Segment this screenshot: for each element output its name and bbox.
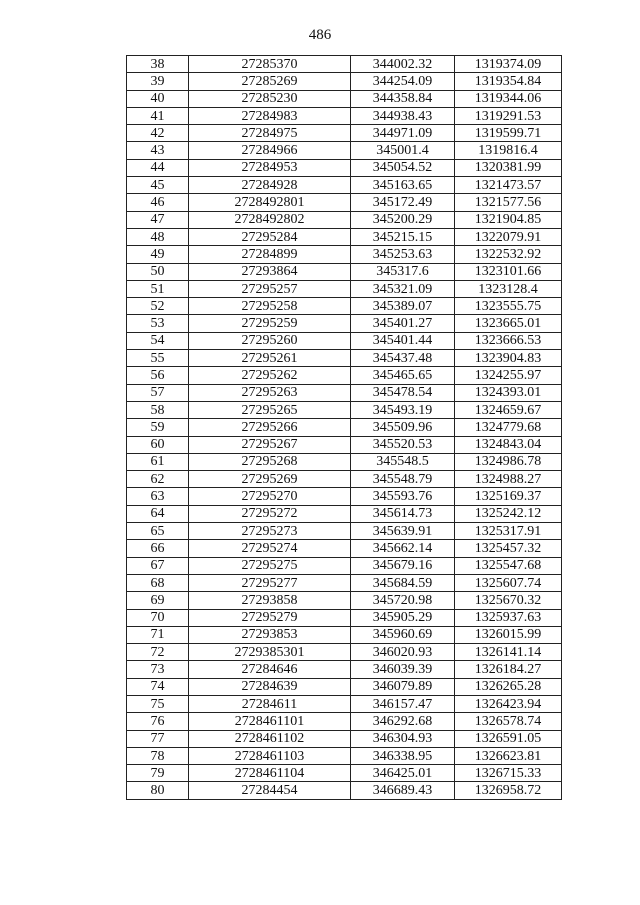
y-coordinate-cell: 1326591.05 — [455, 730, 562, 747]
point-code-cell: 27295273 — [189, 523, 351, 540]
y-coordinate-cell: 1324659.67 — [455, 401, 562, 418]
x-coordinate-cell: 346304.93 — [351, 730, 455, 747]
table-row — [127, 90, 562, 107]
x-coordinate-cell: 345317.6 — [351, 263, 455, 280]
y-coordinate-cell: 1321473.57 — [455, 177, 562, 194]
y-coordinate-cell: 1326265.28 — [455, 678, 562, 695]
table-row — [127, 159, 562, 176]
row-index-cell: 55 — [127, 350, 189, 367]
point-code-cell: 27295270 — [189, 488, 351, 505]
point-code-cell: 2728492802 — [189, 211, 351, 228]
point-code-cell: 27293858 — [189, 592, 351, 609]
row-index-cell: 58 — [127, 401, 189, 418]
table-row — [127, 401, 562, 418]
x-coordinate-cell: 345253.63 — [351, 246, 455, 263]
row-index-cell: 64 — [127, 505, 189, 522]
point-code-cell: 27293853 — [189, 626, 351, 643]
point-code-cell: 27295267 — [189, 436, 351, 453]
point-code-cell: 27284646 — [189, 661, 351, 678]
y-coordinate-cell: 1322079.91 — [455, 228, 562, 245]
y-coordinate-cell: 1325607.74 — [455, 574, 562, 591]
table-row — [127, 107, 562, 124]
table-row — [127, 263, 562, 280]
y-coordinate-cell: 1326141.14 — [455, 644, 562, 661]
point-code-cell: 27295263 — [189, 384, 351, 401]
row-index-cell: 60 — [127, 436, 189, 453]
row-index-cell: 68 — [127, 574, 189, 591]
row-index-cell: 61 — [127, 453, 189, 470]
table-row — [127, 747, 562, 764]
table-row — [127, 644, 562, 661]
table-row — [127, 246, 562, 263]
row-index-cell: 62 — [127, 471, 189, 488]
table-row — [127, 142, 562, 159]
point-code-cell: 27295266 — [189, 419, 351, 436]
row-index-cell: 52 — [127, 298, 189, 315]
y-coordinate-cell: 1326578.74 — [455, 713, 562, 730]
point-code-cell: 27284928 — [189, 177, 351, 194]
point-code-cell: 27295260 — [189, 332, 351, 349]
y-coordinate-cell: 1324255.97 — [455, 367, 562, 384]
x-coordinate-cell: 345548.79 — [351, 471, 455, 488]
table-row — [127, 332, 562, 349]
point-code-cell: 27284966 — [189, 142, 351, 159]
x-coordinate-cell: 346425.01 — [351, 765, 455, 782]
table-row — [127, 436, 562, 453]
y-coordinate-cell: 1322532.92 — [455, 246, 562, 263]
y-coordinate-cell: 1324393.01 — [455, 384, 562, 401]
y-coordinate-cell: 1321577.56 — [455, 194, 562, 211]
point-code-cell: 2728461103 — [189, 747, 351, 764]
point-code-cell: 27295274 — [189, 540, 351, 557]
x-coordinate-cell: 345905.29 — [351, 609, 455, 626]
x-coordinate-cell: 346292.68 — [351, 713, 455, 730]
row-index-cell: 79 — [127, 765, 189, 782]
point-code-cell: 27284983 — [189, 107, 351, 124]
x-coordinate-cell: 344358.84 — [351, 90, 455, 107]
table-row — [127, 488, 562, 505]
y-coordinate-cell: 1325937.63 — [455, 609, 562, 626]
x-coordinate-cell: 345960.69 — [351, 626, 455, 643]
row-index-cell: 47 — [127, 211, 189, 228]
point-code-cell: 2729385301 — [189, 644, 351, 661]
x-coordinate-cell: 345520.53 — [351, 436, 455, 453]
y-coordinate-cell: 1325242.12 — [455, 505, 562, 522]
x-coordinate-cell: 345662.14 — [351, 540, 455, 557]
row-index-cell: 49 — [127, 246, 189, 263]
table-row — [127, 695, 562, 712]
row-index-cell: 46 — [127, 194, 189, 211]
y-coordinate-cell: 1323666.53 — [455, 332, 562, 349]
x-coordinate-cell: 344971.09 — [351, 125, 455, 142]
table-row — [127, 367, 562, 384]
y-coordinate-cell: 1323555.75 — [455, 298, 562, 315]
x-coordinate-cell: 345548.5 — [351, 453, 455, 470]
point-code-cell: 2728492801 — [189, 194, 351, 211]
row-index-cell: 73 — [127, 661, 189, 678]
point-code-cell: 27284639 — [189, 678, 351, 695]
point-code-cell: 27285230 — [189, 90, 351, 107]
row-index-cell: 48 — [127, 228, 189, 245]
point-code-cell: 27284611 — [189, 695, 351, 712]
y-coordinate-cell: 1326015.99 — [455, 626, 562, 643]
y-coordinate-cell: 1324843.04 — [455, 436, 562, 453]
table-row — [127, 125, 562, 142]
table-row — [127, 574, 562, 591]
table-row — [127, 609, 562, 626]
y-coordinate-cell: 1319599.71 — [455, 125, 562, 142]
table-row — [127, 471, 562, 488]
x-coordinate-cell: 345054.52 — [351, 159, 455, 176]
row-index-cell: 42 — [127, 125, 189, 142]
point-code-cell: 27285269 — [189, 73, 351, 90]
point-code-cell: 27284953 — [189, 159, 351, 176]
y-coordinate-cell: 1324779.68 — [455, 419, 562, 436]
page-number: 486 — [308, 27, 332, 43]
x-coordinate-cell: 345465.65 — [351, 367, 455, 384]
coordinates-table-body — [127, 56, 562, 800]
x-coordinate-cell: 345389.07 — [351, 298, 455, 315]
row-index-cell: 77 — [127, 730, 189, 747]
x-coordinate-cell: 345163.65 — [351, 177, 455, 194]
table-row — [127, 782, 562, 799]
point-code-cell: 27295268 — [189, 453, 351, 470]
row-index-cell: 72 — [127, 644, 189, 661]
table-row — [127, 626, 562, 643]
x-coordinate-cell: 345639.91 — [351, 523, 455, 540]
x-coordinate-cell: 344002.32 — [351, 56, 455, 73]
y-coordinate-cell: 1326423.94 — [455, 695, 562, 712]
table-row — [127, 557, 562, 574]
point-code-cell: 27295259 — [189, 315, 351, 332]
x-coordinate-cell: 345401.27 — [351, 315, 455, 332]
point-code-cell: 27295275 — [189, 557, 351, 574]
point-code-cell: 27295279 — [189, 609, 351, 626]
table-row — [127, 592, 562, 609]
table-row — [127, 177, 562, 194]
table-row — [127, 419, 562, 436]
row-index-cell: 39 — [127, 73, 189, 90]
row-index-cell: 59 — [127, 419, 189, 436]
point-code-cell: 27295269 — [189, 471, 351, 488]
y-coordinate-cell: 1323101.66 — [455, 263, 562, 280]
point-code-cell: 27295265 — [189, 401, 351, 418]
row-index-cell: 69 — [127, 592, 189, 609]
x-coordinate-cell: 346338.95 — [351, 747, 455, 764]
x-coordinate-cell: 344938.43 — [351, 107, 455, 124]
point-code-cell: 2728461101 — [189, 713, 351, 730]
row-index-cell: 50 — [127, 263, 189, 280]
point-code-cell: 27285370 — [189, 56, 351, 73]
table-row — [127, 678, 562, 695]
point-code-cell: 2728461104 — [189, 765, 351, 782]
row-index-cell: 71 — [127, 626, 189, 643]
y-coordinate-cell: 1326715.33 — [455, 765, 562, 782]
table-row — [127, 384, 562, 401]
y-coordinate-cell: 1319354.84 — [455, 73, 562, 90]
x-coordinate-cell: 345437.48 — [351, 350, 455, 367]
x-coordinate-cell: 345200.29 — [351, 211, 455, 228]
x-coordinate-cell: 345720.98 — [351, 592, 455, 609]
y-coordinate-cell: 1325169.37 — [455, 488, 562, 505]
y-coordinate-cell: 1321904.85 — [455, 211, 562, 228]
row-index-cell: 80 — [127, 782, 189, 799]
x-coordinate-cell: 345478.54 — [351, 384, 455, 401]
table-row — [127, 661, 562, 678]
point-code-cell: 27295258 — [189, 298, 351, 315]
y-coordinate-cell: 1325670.32 — [455, 592, 562, 609]
table-row — [127, 453, 562, 470]
row-index-cell: 54 — [127, 332, 189, 349]
y-coordinate-cell: 1325547.68 — [455, 557, 562, 574]
point-code-cell: 27284899 — [189, 246, 351, 263]
table-row — [127, 523, 562, 540]
x-coordinate-cell: 345593.76 — [351, 488, 455, 505]
y-coordinate-cell: 1319816.4 — [455, 142, 562, 159]
x-coordinate-cell: 346039.39 — [351, 661, 455, 678]
row-index-cell: 78 — [127, 747, 189, 764]
y-coordinate-cell: 1319291.53 — [455, 107, 562, 124]
point-code-cell: 27284975 — [189, 125, 351, 142]
row-index-cell: 70 — [127, 609, 189, 626]
y-coordinate-cell: 1319374.09 — [455, 56, 562, 73]
row-index-cell: 56 — [127, 367, 189, 384]
row-index-cell: 38 — [127, 56, 189, 73]
x-coordinate-cell: 345215.15 — [351, 228, 455, 245]
table-row — [127, 315, 562, 332]
y-coordinate-cell: 1326184.27 — [455, 661, 562, 678]
table-row — [127, 211, 562, 228]
point-code-cell: 27295257 — [189, 280, 351, 297]
table-row — [127, 298, 562, 315]
y-coordinate-cell: 1323128.4 — [455, 280, 562, 297]
y-coordinate-cell: 1325317.91 — [455, 523, 562, 540]
table-row — [127, 540, 562, 557]
row-index-cell: 74 — [127, 678, 189, 695]
row-index-cell: 75 — [127, 695, 189, 712]
x-coordinate-cell: 346157.47 — [351, 695, 455, 712]
y-coordinate-cell: 1323904.83 — [455, 350, 562, 367]
row-index-cell: 43 — [127, 142, 189, 159]
table-row — [127, 730, 562, 747]
x-coordinate-cell: 345001.4 — [351, 142, 455, 159]
row-index-cell: 63 — [127, 488, 189, 505]
y-coordinate-cell: 1320381.99 — [455, 159, 562, 176]
table-row — [127, 73, 562, 90]
point-code-cell: 27295261 — [189, 350, 351, 367]
x-coordinate-cell: 345172.49 — [351, 194, 455, 211]
point-code-cell: 27295284 — [189, 228, 351, 245]
x-coordinate-cell: 345401.44 — [351, 332, 455, 349]
table-row — [127, 765, 562, 782]
point-code-cell: 2728461102 — [189, 730, 351, 747]
y-coordinate-cell: 1323665.01 — [455, 315, 562, 332]
x-coordinate-cell: 345614.73 — [351, 505, 455, 522]
y-coordinate-cell: 1326958.72 — [455, 782, 562, 799]
row-index-cell: 76 — [127, 713, 189, 730]
table-row — [127, 713, 562, 730]
x-coordinate-cell: 345321.09 — [351, 280, 455, 297]
row-index-cell: 66 — [127, 540, 189, 557]
table-row — [127, 350, 562, 367]
point-code-cell: 27295272 — [189, 505, 351, 522]
point-code-cell: 27295262 — [189, 367, 351, 384]
x-coordinate-cell: 345684.59 — [351, 574, 455, 591]
y-coordinate-cell: 1325457.32 — [455, 540, 562, 557]
row-index-cell: 45 — [127, 177, 189, 194]
y-coordinate-cell: 1324986.78 — [455, 453, 562, 470]
y-coordinate-cell: 1326623.81 — [455, 747, 562, 764]
table-row — [127, 194, 562, 211]
table-row — [127, 56, 562, 73]
row-index-cell: 57 — [127, 384, 189, 401]
x-coordinate-cell: 346079.89 — [351, 678, 455, 695]
x-coordinate-cell: 345493.19 — [351, 401, 455, 418]
x-coordinate-cell: 346020.93 — [351, 644, 455, 661]
table-row — [127, 280, 562, 297]
row-index-cell: 65 — [127, 523, 189, 540]
table-row — [127, 228, 562, 245]
x-coordinate-cell: 345679.16 — [351, 557, 455, 574]
row-index-cell: 41 — [127, 107, 189, 124]
row-index-cell: 51 — [127, 280, 189, 297]
row-index-cell: 67 — [127, 557, 189, 574]
y-coordinate-cell: 1324988.27 — [455, 471, 562, 488]
table-row — [127, 505, 562, 522]
point-code-cell: 27295277 — [189, 574, 351, 591]
row-index-cell: 44 — [127, 159, 189, 176]
row-index-cell: 40 — [127, 90, 189, 107]
x-coordinate-cell: 344254.09 — [351, 73, 455, 90]
point-code-cell: 27284454 — [189, 782, 351, 799]
y-coordinate-cell: 1319344.06 — [455, 90, 562, 107]
coordinates-table — [126, 55, 562, 800]
x-coordinate-cell: 345509.96 — [351, 419, 455, 436]
point-code-cell: 27293864 — [189, 263, 351, 280]
x-coordinate-cell: 346689.43 — [351, 782, 455, 799]
row-index-cell: 53 — [127, 315, 189, 332]
